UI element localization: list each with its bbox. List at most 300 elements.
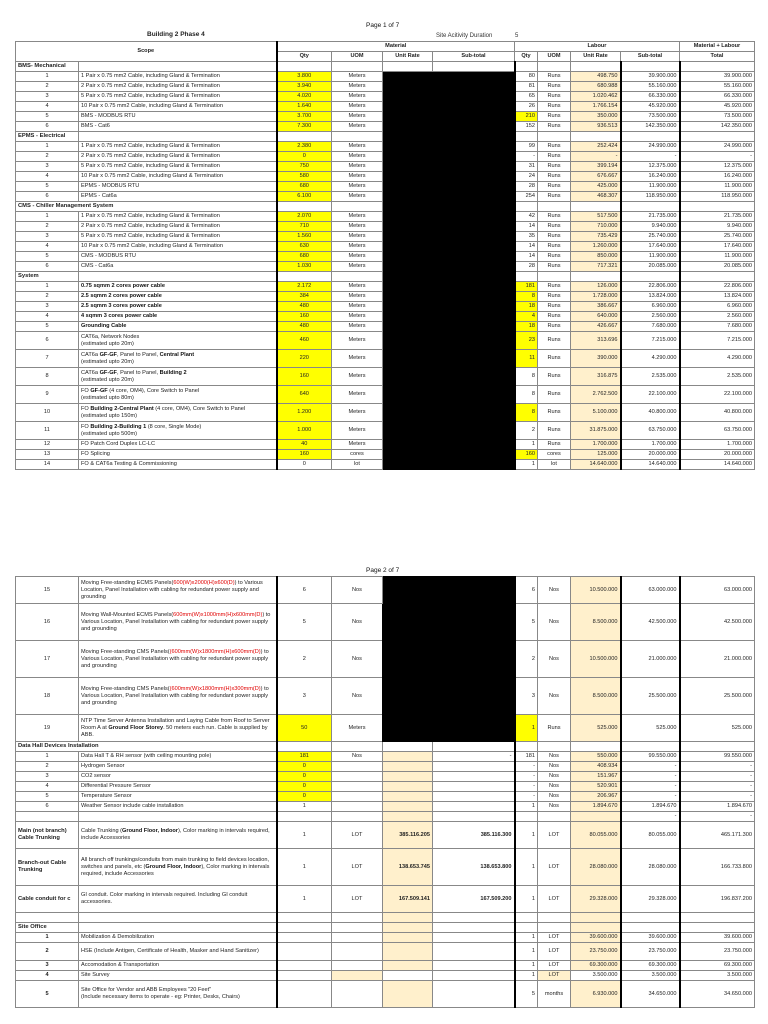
material-uom: Meters: [332, 252, 383, 262]
material-unit-rate: [383, 971, 433, 981]
total: -: [680, 762, 755, 772]
labour-subtotal: 3.500.000: [621, 971, 680, 981]
empty-cell: [571, 132, 621, 142]
labour-unit-rate: 1.020.462: [571, 92, 621, 102]
labour-qty-header: Qty: [515, 52, 538, 62]
item-scope: Differential Pressure Sensor: [79, 782, 277, 792]
item-number: 1: [16, 752, 79, 762]
empty-cell: [680, 272, 755, 282]
total: 7.215.000: [680, 332, 755, 350]
material-qty: 1: [277, 886, 332, 913]
labour-uom: Runs: [538, 282, 571, 292]
redacted-material-cost: [383, 222, 515, 232]
labour-qty: 14: [515, 252, 538, 262]
material-unit-rate: [383, 792, 433, 802]
redacted-material-cost: [383, 282, 515, 292]
item-scope: CAT6a GF-GF, Panel to Panel, Central Plant (estimated upto 20m): [79, 350, 277, 368]
table-row: [16, 122, 755, 132]
section-title: CMS - Chiller Management System: [16, 202, 277, 212]
labour-subtotal: 66.330.000: [621, 92, 680, 102]
labour-subtotal: 118.950.000: [621, 192, 680, 202]
item-scope: CMS - Cat6a: [79, 262, 277, 272]
total: 14.640.000: [680, 460, 755, 470]
labour-uom: LOT: [538, 933, 571, 943]
item-number: 1: [16, 142, 79, 152]
total: 34.650.000: [680, 981, 755, 1008]
labour-qty: 31: [515, 162, 538, 172]
labour-qty: 28: [515, 262, 538, 272]
item-scope: FO Building 2-Building 1 (8 core, Single Mode) (estimated upto 500m): [79, 422, 277, 440]
redacted-material-cost: [383, 182, 515, 192]
total: 196.837.200: [680, 886, 755, 913]
labour-unit-rate: 850.000: [571, 252, 621, 262]
labour-uom: cores: [538, 450, 571, 460]
labour-subtotal: 14.640.000: [621, 460, 680, 470]
labour-unit-rate: 517.500: [571, 212, 621, 222]
material-qty: 7.300: [277, 122, 332, 132]
material-qty: 1.640: [277, 102, 332, 112]
labour-qty: 160: [515, 450, 538, 460]
item-number: 4: [16, 102, 79, 112]
empty-cell: [332, 742, 383, 752]
material-qty: 680: [277, 182, 332, 192]
material-uom: [332, 772, 383, 782]
table-row: [16, 232, 755, 242]
redacted-material-cost: [383, 232, 515, 242]
material-qty: 181: [277, 752, 332, 762]
labour-qty: 65: [515, 92, 538, 102]
labour-qty: 181: [515, 752, 538, 762]
redacted-material-cost: [383, 112, 515, 122]
labour-uom: Runs: [538, 332, 571, 350]
material-uom: Nos: [332, 752, 383, 762]
empty-cell: [16, 913, 79, 923]
labour-qty: 181: [515, 282, 538, 292]
labour-uom: Nos: [538, 772, 571, 782]
total: 21.000.000: [680, 641, 755, 678]
item-number: 2: [16, 943, 79, 961]
material-unit-rate: [383, 772, 433, 782]
labour-uom: Nos: [538, 782, 571, 792]
item-scope: 5 Pair x 0.75 mm2 Cable, including Gland & Termination: [79, 232, 277, 242]
labour-subtotal: 39.900.000: [621, 72, 680, 82]
redacted-material-cost: [383, 404, 515, 422]
labour-subtotal: 4.290.000: [621, 350, 680, 368]
redacted-material-cost: [383, 292, 515, 302]
labour-unit-rate: 1.700.000: [571, 440, 621, 450]
labour-subtotal: 24.990.000: [621, 142, 680, 152]
item-scope: BMS - Cat6: [79, 122, 277, 132]
table-row: [16, 252, 755, 262]
labour-subtotal: 25.740.000: [621, 232, 680, 242]
labour-unit-rate: 386.667: [571, 302, 621, 312]
total: 12.375.000: [680, 162, 755, 172]
item-scope: Site Office for Vendor and ABB Employees "20 Feet" (Include necessary items to operate - eg: Printer, Desks, Chairs): [79, 981, 277, 1008]
item-scope: 2.5 sqmm 3 cores power cable: [79, 302, 277, 312]
total: 465.171.300: [680, 822, 755, 849]
item-number: 5: [16, 182, 79, 192]
item-number: 2: [16, 292, 79, 302]
labour-subtotal: 34.650.000: [621, 981, 680, 1008]
redacted-material-cost: [383, 368, 515, 386]
labour-unit-rate: 525.000: [571, 715, 621, 742]
table-row: [16, 792, 755, 802]
total: 11.900.000: [680, 252, 755, 262]
item-number: 5: [16, 981, 79, 1008]
empty-cell: [538, 913, 571, 923]
empty-cell: [571, 202, 621, 212]
table-row: [16, 752, 755, 762]
material-subtotal: 167.509.200: [433, 886, 515, 913]
total: 39.600.000: [680, 933, 755, 943]
total: -: [680, 812, 755, 822]
total: 2.560.000: [680, 312, 755, 322]
item-number: 1: [16, 72, 79, 82]
material-qty: 160: [277, 312, 332, 322]
table-row: [16, 162, 755, 172]
material-qty: 50: [277, 715, 332, 742]
item-scope: FO GF-GF (4 core, OM4), Core Switch to Panel (estimated upto 80m): [79, 386, 277, 404]
empty-cell: [277, 62, 332, 72]
labour-unit-rate: 1.728.000: [571, 292, 621, 302]
section-title: BMS- Mechanical: [16, 62, 79, 72]
labour-unit-rate: 520.901: [571, 782, 621, 792]
material-qty: 0: [277, 792, 332, 802]
labour-qty: -: [515, 772, 538, 782]
labour-qty: 24: [515, 172, 538, 182]
item-number: 3: [16, 302, 79, 312]
boq-table-page-2: [15, 576, 755, 1008]
redacted-material-cost: [383, 142, 515, 152]
labour-unit-rate: 1.260.000: [571, 242, 621, 252]
table-row: [16, 368, 755, 386]
item-number: 3: [16, 772, 79, 782]
table-row: [16, 460, 755, 470]
labour-unit-rate: 29.328.000: [571, 886, 621, 913]
redacted-material-cost: [383, 82, 515, 92]
blank-row: [16, 913, 755, 923]
empty-cell: [621, 923, 680, 933]
material-subtotal: 138.653.800: [433, 849, 515, 886]
material-header: Material: [277, 42, 515, 52]
labour-unit-rate: 390.000: [571, 350, 621, 368]
redacted-material-cost: [383, 450, 515, 460]
labour-unit-rate: 640.000: [571, 312, 621, 322]
material-uom: Meters: [332, 332, 383, 350]
empty-cell: [433, 913, 515, 923]
material-subtotal: 385.116.300: [433, 822, 515, 849]
table-row: [16, 182, 755, 192]
document-title: Building 2 Phase 4: [147, 31, 205, 38]
item-number: 4: [16, 172, 79, 182]
item-scope: 4 sqmm 3 cores power cable: [79, 312, 277, 322]
labour-uom: Runs: [538, 368, 571, 386]
labour-qty: 1: [515, 943, 538, 961]
labour-qty: 1: [515, 849, 538, 886]
labour-qty: 14: [515, 222, 538, 232]
labour-uom: months: [538, 981, 571, 1008]
labour-subtotal: -: [621, 812, 680, 822]
labour-subtotal: 22.806.000: [621, 282, 680, 292]
empty-cell: [383, 62, 433, 72]
labour-uom: Runs: [538, 122, 571, 132]
item-number: 2: [16, 152, 79, 162]
empty-cell: [515, 62, 538, 72]
redacted-cell: [383, 272, 515, 282]
labour-qty: 8: [515, 368, 538, 386]
labour-subtotal: 21.735.000: [621, 212, 680, 222]
labour-subtotal: 63.000.000: [621, 577, 680, 604]
section-header-row: [16, 272, 755, 282]
labour-uom: Runs: [538, 72, 571, 82]
empty-cell: [621, 62, 680, 72]
item-number: 19: [16, 715, 79, 742]
item-scope: Grounding Cable: [79, 322, 277, 332]
labour-subtotal: 42.500.000: [621, 604, 680, 641]
labour-qty: 35: [515, 232, 538, 242]
labour-subtotal: -: [621, 762, 680, 772]
item-scope: Site Survey: [79, 971, 277, 981]
table-row: [16, 404, 755, 422]
labour-qty: 6: [515, 577, 538, 604]
labour-unit-rate: 39.600.000: [571, 933, 621, 943]
labour-uom: Runs: [538, 222, 571, 232]
labour-uom: LOT: [538, 822, 571, 849]
labour-subtotal: 25.500.000: [621, 678, 680, 715]
item-scope: Weather Sensor include cable installation: [79, 802, 277, 812]
redacted-material-cost: [383, 332, 515, 350]
table-row: [16, 577, 755, 604]
labour-unit-rate: 1.894.670: [571, 802, 621, 812]
material-uom: Meters: [332, 232, 383, 242]
item-number: 7: [16, 350, 79, 368]
material-uom: Meters: [332, 122, 383, 132]
table-row: [16, 440, 755, 450]
site-activity-label: Site Acitivity Duration: [436, 33, 493, 39]
material-qty: 3.700: [277, 112, 332, 122]
labour-unit-rate: 5.100.000: [571, 404, 621, 422]
labour-qty: 8: [515, 292, 538, 302]
labour-uom: LOT: [538, 971, 571, 981]
material-qty: [277, 933, 332, 943]
item-scope: NTP Time Server Antenna Installation and Laying Cable from Roof to Server Room A at Ground Floor Storey. 50 meters each run. Cable is supplied by ABB.: [79, 715, 277, 742]
material-subtotal: [433, 762, 515, 772]
item-number: 5: [16, 252, 79, 262]
total: 25.500.000: [680, 678, 755, 715]
empty-cell: [621, 913, 680, 923]
material-subtotal: [433, 802, 515, 812]
labour-qty: 18: [515, 302, 538, 312]
material-qty: 1: [277, 802, 332, 812]
labour-unit-rate: 206.967: [571, 792, 621, 802]
item-scope: CAT6a GF-GF, Panel to Panel, Building 2 (estimated upto 20m): [79, 368, 277, 386]
material-uom: Meters: [332, 322, 383, 332]
total: 2.535.000: [680, 368, 755, 386]
labour-unit-rate: 69.300.000: [571, 961, 621, 971]
item-number: 10: [16, 404, 79, 422]
empty-cell: [277, 923, 332, 933]
labour-qty: 2: [515, 641, 538, 678]
total: 1.700.000: [680, 440, 755, 450]
labour-unit-rate: 399.194: [571, 162, 621, 172]
labour-unit-rate: 252.424: [571, 142, 621, 152]
item-scope: All branch off trunkings/conduits from main trunking to field devices location, switches and panels, etc (Ground Floor, Indoor), Color marking in intervals required, include Accessories: [79, 849, 277, 886]
empty-cell: [538, 742, 571, 752]
total: 20.000.000: [680, 450, 755, 460]
labour-qty: 11: [515, 350, 538, 368]
item-scope: 5 Pair x 0.75 mm2 Cable, including Gland & Termination: [79, 92, 277, 102]
material-qty: 1.200: [277, 404, 332, 422]
material-uom: [332, 961, 383, 971]
material-unit-rate: 138.653.745: [383, 849, 433, 886]
item-scope: 1 Pair x 0.75 mm2 Cable, including Gland & Termination: [79, 72, 277, 82]
labour-unit-rate: 10.500.000: [571, 577, 621, 604]
material-uom: Meters: [332, 182, 383, 192]
material-uom: Meters: [332, 192, 383, 202]
empty-cell: [538, 923, 571, 933]
table-row: [16, 152, 755, 162]
item-number: 1: [16, 212, 79, 222]
material-qty: 480: [277, 302, 332, 312]
labour-uom-header: UOM: [538, 52, 571, 62]
empty-cell: [332, 923, 383, 933]
total: 42.500.000: [680, 604, 755, 641]
labour-uom: Runs: [538, 302, 571, 312]
empty-cell: [79, 62, 277, 72]
empty-cell: [571, 913, 621, 923]
trunking-label: Main (not branch) Cable Trunking: [16, 822, 79, 849]
material-uom: lot: [332, 460, 383, 470]
labour-uom: Nos: [538, 678, 571, 715]
material-subtotal: [433, 961, 515, 971]
redacted-material-cost: [383, 242, 515, 252]
material-uom: Meters: [332, 152, 383, 162]
labour-subtotal: 21.000.000: [621, 641, 680, 678]
empty-cell: [621, 132, 680, 142]
item-scope: 2 Pair x 0.75 mm2 Cable, including Gland & Termination: [79, 152, 277, 162]
labour-header: Labour: [515, 42, 680, 52]
labour-uom: LOT: [538, 943, 571, 961]
labour-uom: Runs: [538, 262, 571, 272]
material-subtotal: [433, 943, 515, 961]
empty-cell: [571, 272, 621, 282]
empty-cell: [680, 62, 755, 72]
item-number: 6: [16, 802, 79, 812]
item-number: 1: [16, 933, 79, 943]
material-qty: 2: [277, 641, 332, 678]
labour-qty: 99: [515, 142, 538, 152]
labour-subtotal: 22.100.000: [621, 386, 680, 404]
labour-subtotal: 20.085.000: [621, 262, 680, 272]
labour-qty: 1: [515, 886, 538, 913]
redacted-material-cost: [383, 322, 515, 332]
labour-uom: Runs: [538, 292, 571, 302]
empty-cell: [277, 812, 332, 822]
total: 20.085.000: [680, 262, 755, 272]
material-uom: [332, 943, 383, 961]
labour-unit-rate: 350.000: [571, 112, 621, 122]
table-row: [16, 322, 755, 332]
material-qty: 630: [277, 242, 332, 252]
item-scope: Moving Free-standing CMS Panels((600mm(W)x1800mm(H)x600mm(D)) to Various Location, Panel Installation with cabling for redundant power supply and grounding: [79, 641, 277, 678]
table-row: [16, 142, 755, 152]
empty-cell: [383, 742, 433, 752]
empty-cell: [680, 923, 755, 933]
labour-unit-rate: 408.934: [571, 762, 621, 772]
empty-cell: [433, 742, 515, 752]
table-row: [16, 450, 755, 460]
item-number: 2: [16, 222, 79, 232]
material-qty: 0: [277, 762, 332, 772]
material-qty: 0: [277, 772, 332, 782]
item-scope: FO Patch Cord Duplex LC-LC: [79, 440, 277, 450]
material-unit-rate: [383, 933, 433, 943]
total: 13.824.000: [680, 292, 755, 302]
table-row: [16, 350, 755, 368]
empty-cell: [79, 923, 277, 933]
empty-cell: [538, 132, 571, 142]
trunking-label: Cable conduit for c: [16, 886, 79, 913]
labour-uom: Runs: [538, 112, 571, 122]
material-unit-rate: [383, 981, 433, 1008]
total: 73.500.000: [680, 112, 755, 122]
material-uom: Meters: [332, 172, 383, 182]
labour-qty: -: [515, 792, 538, 802]
table-row: [16, 282, 755, 292]
table-row: [16, 192, 755, 202]
redacted-cell: [383, 202, 515, 212]
empty-cell: [277, 202, 332, 212]
material-uom: Meters: [332, 292, 383, 302]
labour-uom: Runs: [538, 404, 571, 422]
material-subtotal: -: [433, 752, 515, 762]
table-row: [16, 422, 755, 440]
empty-cell: [621, 272, 680, 282]
item-number: 13: [16, 450, 79, 460]
labour-subtotal: 23.750.000: [621, 943, 680, 961]
trunking-row: [16, 849, 755, 886]
material-labour-header: Material + Labour: [680, 42, 755, 52]
item-scope: FO Splicing: [79, 450, 277, 460]
total: 45.920.000: [680, 102, 755, 112]
total: 166.733.800: [680, 849, 755, 886]
item-scope: Data Hall T & RH sensor (with ceiling mounting pole): [79, 752, 277, 762]
section-header-row: [16, 202, 755, 212]
material-subtotal: [433, 792, 515, 802]
labour-subtotal: 17.640.000: [621, 242, 680, 252]
labour-uom: Runs: [538, 312, 571, 322]
labour-uom: Runs: [538, 142, 571, 152]
empty-cell: [515, 913, 538, 923]
labour-qty: 23: [515, 332, 538, 350]
labour-uom: Runs: [538, 242, 571, 252]
labour-subtotal: -: [621, 782, 680, 792]
redacted-material-cost: [383, 172, 515, 182]
material-uom: Meters: [332, 715, 383, 742]
item-scope: CO2 sensor: [79, 772, 277, 782]
item-scope: CAT6a, Network Nodes (estimated upto 20m): [79, 332, 277, 350]
labour-subtotal: 7.680.000: [621, 322, 680, 332]
item-number: 2: [16, 762, 79, 772]
total: 9.940.000: [680, 222, 755, 232]
labour-subtotal: 40.800.000: [621, 404, 680, 422]
item-scope: Temperature Sensor: [79, 792, 277, 802]
item-scope: 1 Pair x 0.75 mm2 Cable, including Gland & Termination: [79, 212, 277, 222]
redacted-material-cost: [383, 162, 515, 172]
empty-cell: [433, 923, 515, 933]
labour-qty: -: [515, 152, 538, 162]
material-qty: 1.000: [277, 422, 332, 440]
